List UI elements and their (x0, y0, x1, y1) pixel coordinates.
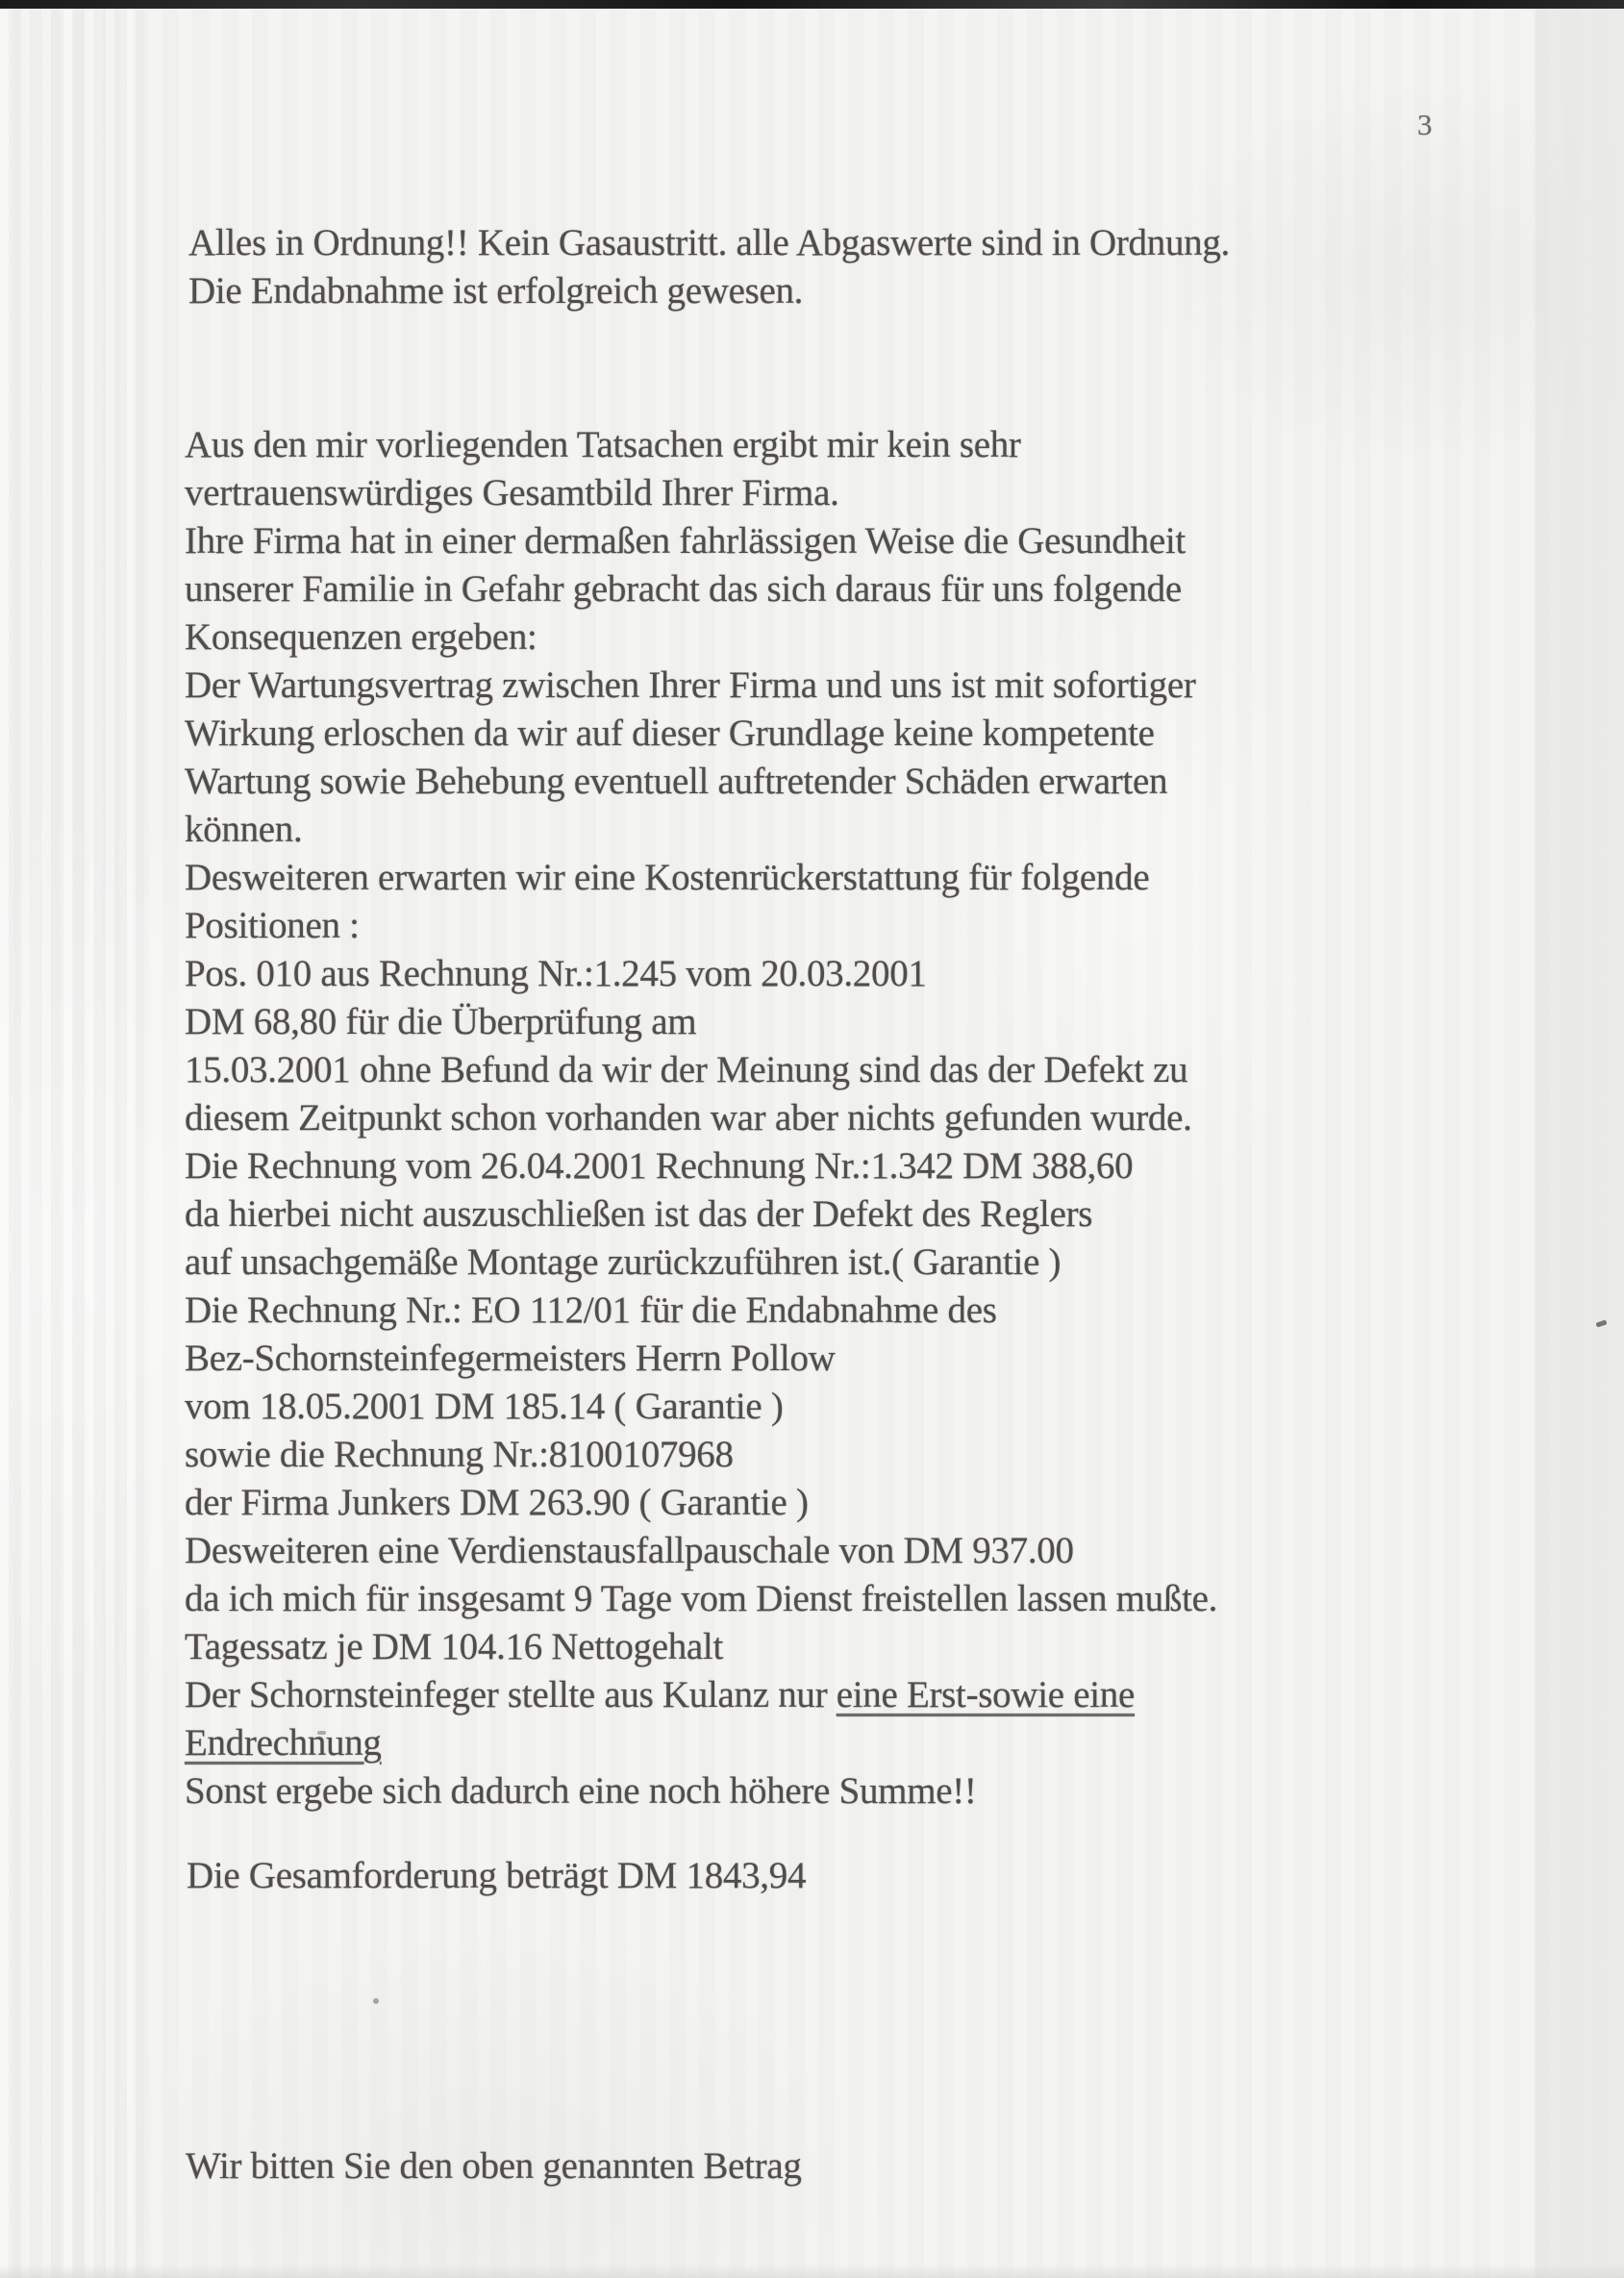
line-text: Bez-Schornsteinfegermeisters Herrn Pollow (185, 1338, 836, 1379)
line-text: da ich mich für insgesamt 9 Tage vom Dienst freistellen lassen mußte. (185, 1578, 1218, 1619)
line-text: Tagessatz je DM 104.16 Nettogehalt (185, 1626, 724, 1667)
line-text: Die Rechnung Nr.: EO 112/01 für die Endabnahme des (185, 1289, 997, 1331)
line-text: Sonst ergebe sich dadurch eine noch höhere Summe!! (185, 1770, 977, 1812)
line-text: können. (185, 809, 303, 850)
letter-line (185, 1671, 1217, 1719)
letter-line (185, 1239, 1217, 1287)
letter-line (185, 1575, 1217, 1623)
underlined-text: eine Erst-sowie eine (836, 1674, 1135, 1715)
line-text: vom 18.05.2001 DM 185.14 ( Garantie ) (185, 1386, 784, 1427)
letter-line (185, 1767, 1217, 1815)
line-text: Die Endabnahme ist erfolgreich gewesen. (188, 270, 804, 312)
letter-body (185, 421, 1217, 1815)
line-text: diesem Zeitpunkt schon vorhanden war aber nichts gefunden wurde. (185, 1097, 1192, 1139)
scan-bottom-shade (0, 2265, 1624, 2278)
line-text: Alles in Ordnung!! Kein Gasaustritt. alle Abgaswerte sind in Ordnung. (188, 222, 1231, 263)
letter-line (185, 710, 1217, 758)
intro-paragraph (188, 219, 1230, 315)
line-text: der Firma Junkers DM 263.90 ( Garantie ) (185, 1482, 809, 1523)
page-number: 3 (1417, 108, 1433, 141)
letter-line (185, 950, 1217, 998)
line-text: Pos. 010 aus Rechnung Nr.:1.245 vom 20.03.2001 (185, 953, 927, 994)
letter-line (185, 1190, 1217, 1239)
line-text: 15.03.2001 ohne Befund da wir der Meinung sind das der Defekt zu (185, 1049, 1188, 1090)
line-text: Wirkung erloschen da wir auf dieser Grundlage keine kompetente (185, 713, 1155, 754)
line-text: unserer Familie in Gefahr gebracht das sich daraus für uns folgende (185, 568, 1182, 610)
letter-line (185, 1479, 1217, 1527)
line-text: Die Rechnung vom 26.04.2001 Rechnung Nr.:1.342 DM 388,60 (185, 1145, 1134, 1187)
line-text: Desweiteren eine Verdienstausfallpauschale von DM 937.00 (185, 1530, 1074, 1571)
line-text: Wartung sowie Behebung eventuell auftretender Schäden erwarten (185, 761, 1168, 802)
line-text: sowie die Rechnung Nr.:8100107968 (185, 1434, 734, 1475)
line-text: Ihre Firma hat in einer dermaßen fahrlässigen Weise die Gesundheit (185, 520, 1186, 562)
letter-line (185, 1046, 1217, 1094)
letter-line (185, 469, 1217, 517)
letter-line (188, 219, 1230, 267)
line-text: vertrauenswürdiges Gesamtbild Ihrer Firma. (185, 472, 839, 513)
line-text: Aus den mir vorliegenden Tatsachen ergibt mir kein sehr (185, 424, 1021, 465)
letter-line (185, 1142, 1217, 1190)
letter-line (185, 854, 1217, 902)
letter-line (185, 902, 1217, 950)
letter-line (185, 1623, 1217, 1671)
total-amount-line: Die Gesamforderung beträgt DM 1843,94 (187, 1855, 807, 1896)
letter-line (185, 1431, 1217, 1479)
letter-line (185, 1719, 1217, 1767)
letter-line (185, 1094, 1217, 1142)
line-text: Positionen : (185, 905, 360, 946)
letter-line (185, 758, 1217, 806)
line-text: Desweiteren erwarten wir eine Kostenrückerstattung für folgende (185, 857, 1150, 898)
letter-line (185, 517, 1217, 565)
line-text: DM 68,80 für die Überprüfung am (185, 1001, 697, 1042)
letter-line (185, 1527, 1217, 1575)
scan-right-shadow-band (1536, 0, 1624, 2278)
scan-top-edge-artifact (0, 0, 1624, 9)
line-text: Der Schornsteinfeger stellte aus Kulanz nur (185, 1674, 837, 1715)
letter-line (185, 998, 1217, 1046)
underlined-text: Endrechnung (185, 1722, 382, 1764)
scan-texture-streaks (0, 0, 144, 2278)
line-text: da hierbei nicht auszuschließen ist das der Defekt des Reglers (185, 1193, 1093, 1235)
scan-speck (1595, 1319, 1607, 1327)
letter-line (185, 613, 1217, 662)
letter-line (188, 267, 1230, 315)
letter-line (185, 806, 1217, 854)
line-text: Der Wartungsvertrag zwischen Ihrer Firma und uns ist mit sofortiger (185, 664, 1196, 706)
closing-line: Wir bitten Sie den oben genannten Betrag (186, 2145, 802, 2187)
line-text: Konsequenzen ergeben: (185, 616, 537, 658)
line-text: auf unsachgemäße Montage zurückzuführen ist.( Garantie ) (185, 1241, 1062, 1283)
letter-line (185, 1335, 1217, 1383)
letter-line (185, 1383, 1217, 1431)
scan-speck (317, 1731, 326, 1735)
letter-line (185, 662, 1217, 710)
scan-speck (373, 1998, 379, 2004)
letter-line (185, 1287, 1217, 1335)
letter-line (185, 565, 1217, 613)
letter-line (185, 421, 1217, 469)
